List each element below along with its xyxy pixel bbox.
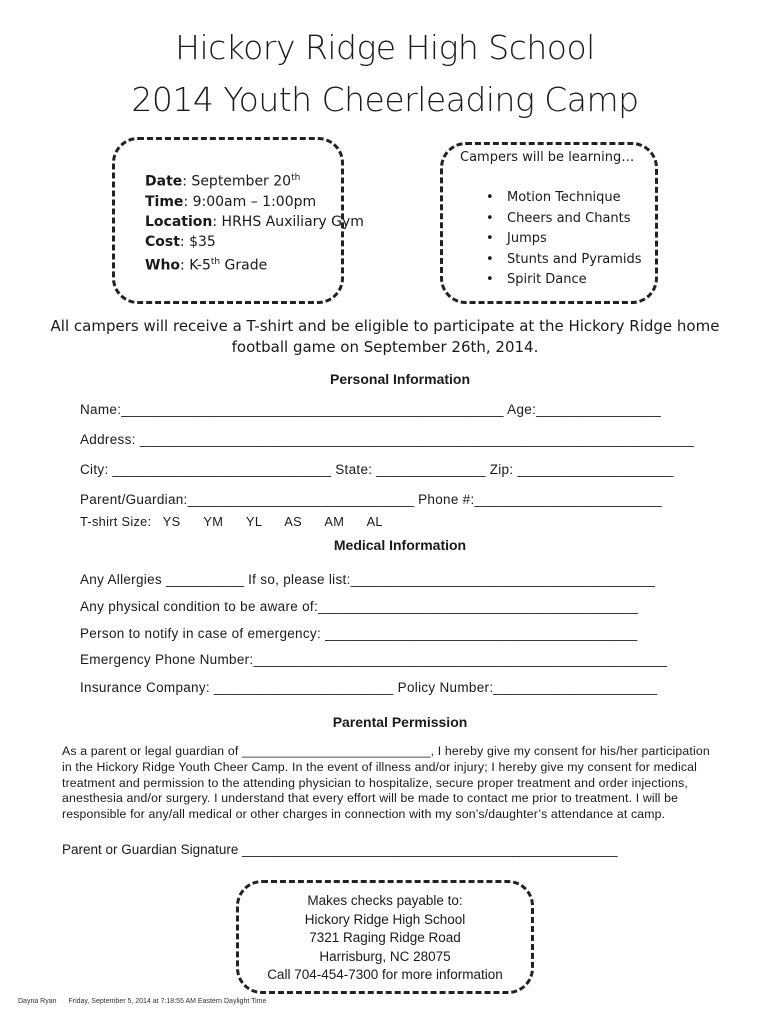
- who-suffix: Grade: [220, 257, 268, 274]
- city-state-zip-field[interactable]: City: ____________________________ State: ______________ Zip: ____________________: [80, 462, 674, 477]
- list-item: • Jumps: [486, 229, 642, 250]
- parent-phone-field[interactable]: Parent/Guardian:_____________________________ Phone #:________________________: [80, 492, 662, 507]
- page-title: Hickory Ridge High School: [175, 28, 595, 67]
- location-label: Location: [145, 213, 213, 230]
- list-item: • Cheers and Chants: [486, 209, 642, 230]
- allergies-field[interactable]: Any Allergies __________ If so, please list:_______________________________________: [80, 572, 656, 587]
- emergency-contact-field[interactable]: Person to notify in case of emergency: ________________________________________: [80, 626, 638, 641]
- payment-line: 7321 Raging Ridge Road: [309, 930, 461, 945]
- time-label: Time: [145, 193, 184, 210]
- location-value: : HRHS Auxiliary Gym: [212, 213, 364, 230]
- payment-line: Harrisburg, NC 28075: [319, 948, 451, 964]
- page-subtitle: 2014 Youth Cheerleading Camp: [131, 80, 639, 119]
- time-row: [145, 192, 364, 212]
- who-value: : K-5: [180, 257, 211, 274]
- address-field[interactable]: Address: _______________________________________________________________________: [80, 432, 695, 447]
- list-item: • Stunts and Pyramids: [486, 250, 642, 271]
- signature-field[interactable]: Parent or Guardian Signature __________________________________________________: [62, 842, 618, 857]
- physical-condition-field[interactable]: Any physical condition to be aware of:_________________________________________: [80, 599, 639, 614]
- name-age-field[interactable]: Name:_________________________________________________ Age:________________: [80, 402, 662, 417]
- date-label: Date: [145, 173, 183, 190]
- personal-info-heading: Personal Information: [329, 371, 471, 387]
- cost-row: [145, 232, 364, 252]
- date-row: [145, 168, 364, 192]
- tshirt-notice: All campers will receive a T-shirt and be eligible to participate at the Hickory Ridge home football game on September 26th, 2014.: [50, 317, 720, 356]
- learning-list: [486, 188, 642, 291]
- payment-info: [236, 892, 534, 985]
- who-label: Who: [145, 257, 181, 274]
- who-row: [145, 252, 364, 276]
- list-item: • Motion Technique: [486, 188, 642, 209]
- medical-info-heading: Medical Information: [333, 537, 467, 553]
- date-value: : September 20: [182, 173, 292, 190]
- payment-line: Hickory Ridge High School: [304, 911, 466, 927]
- cost-value: : $35: [179, 233, 216, 250]
- insurance-field[interactable]: Insurance Company: _______________________ Policy Number:_____________________: [80, 680, 658, 695]
- date-suffix: th: [291, 173, 301, 183]
- cost-label: Cost: [145, 233, 180, 250]
- emergency-phone-field[interactable]: Emergency Phone Number:_____________________________________________________: [80, 652, 668, 667]
- location-row: [145, 212, 364, 232]
- camp-info-details: [145, 168, 364, 275]
- footer-timestamp: Friday, September 5, 2014 at 7:18:55 AM Eastern Daylight Time: [68, 998, 267, 1005]
- print-footer: [18, 998, 276, 1005]
- time-value: : 9:00am – 1:00pm: [183, 193, 317, 210]
- permission-paragraph: As a parent or legal guardian of ___________________________, I hereby give my consent for his/her participation in the Hickory Ridge Youth Cheer Camp. In the event of illness and/or injury; I hereby give my consent for medical treatment and permission to the attending physician to hospitalize, secure proper treatment and order injections, anesthesia and/or surgery. I understand that every effort will be made to contact me prior to treatment. I will be responsible for any/all medical or other charges in connection with my son’s/daughter’s attendance at camp.: [62, 744, 710, 822]
- payment-line: Call 704-454-7300 for more information: [267, 967, 503, 982]
- permission-heading: Parental Permission: [332, 714, 468, 730]
- learning-heading: Campers will be learning…: [460, 150, 635, 165]
- list-item: • Spirit Dance: [486, 270, 642, 291]
- payment-line: Makes checks payable to:: [307, 893, 463, 908]
- who-sup: th: [210, 256, 221, 267]
- tshirt-size-field[interactable]: T-shirt Size: YS YM YL AS AM AL: [80, 514, 383, 529]
- footer-author: Dayna Ryan: [18, 998, 57, 1005]
